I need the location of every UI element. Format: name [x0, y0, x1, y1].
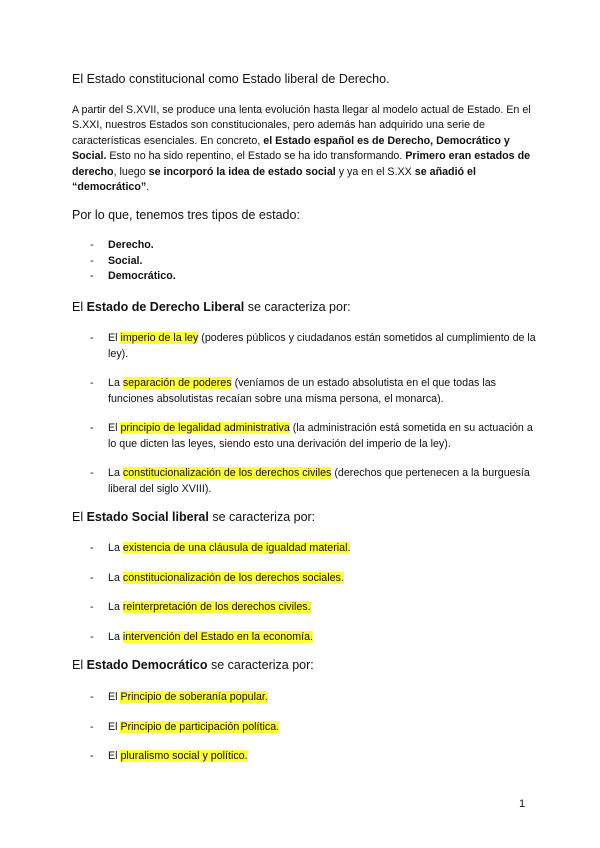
democratic-list — [90, 690, 540, 765]
liberal-list — [90, 331, 540, 497]
list-item: - El pluralismo social y político. — [90, 750, 248, 762]
intro-run: , luego — [113, 165, 149, 178]
intro-run-bold: Primero eran estados de derecho — [72, 150, 531, 178]
list-item: - El Principio de participación política. — [90, 720, 280, 733]
list-item: - El imperio de la ley (poderes públicos y ciudadanos están sometidos al cumplimiento de la ley). — [90, 332, 536, 360]
list-item: - La intervención del Estado en la economía. — [90, 630, 313, 643]
list-item: - La constitucionalización de los derechos sociales. — [90, 571, 344, 584]
types-list — [90, 238, 540, 285]
list-item: - La reinterpretación de los derechos civiles. — [90, 601, 311, 613]
types-heading: Por lo que, tenemos tres tipos de estado: — [72, 208, 300, 222]
document-title: El Estado constitucional como Estado liberal de Derecho. — [72, 72, 390, 86]
list-item: - Democrático. — [90, 270, 176, 282]
list-item: - La existencia de una cláusula de igualdad material. — [90, 542, 351, 554]
intro-run-bold: se incorporó la idea de estado social — [148, 165, 336, 178]
intro-paragraph — [72, 103, 542, 195]
democratic-heading: El Estado Democrático se caracteriza por: — [72, 658, 314, 672]
intro-run-bold: el Estado español es de Derecho, Democrático y Social. — [72, 134, 510, 163]
list-item: - La separación de poderes (veníamos de un estado absolutista en el que todas las funciones absolutistas recaían sobre una misma persona, el monarca). — [90, 377, 496, 405]
list-item: - El Principio de soberanía popular. — [90, 691, 268, 703]
social-heading: El Estado Social liberal se caracteriza por: — [72, 510, 316, 524]
list-item: - La constitucionalización de los derechos civiles (derechos que pertenecen a la burguesía liberal del siglo XVIII). — [90, 467, 530, 495]
intro-run: . — [146, 181, 150, 194]
intro-run: A partir del S.XVII, se produce una lenta evolución hasta llegar al modelo actual de Estado. En el S.XXI, nuestros Estados son constitucionales, pero además han adquirido una serie de características esenciales. En concreto, — [72, 104, 531, 147]
list-item: - Social. — [90, 254, 143, 267]
list-item: - El principio de legalidad administrativa (la administración está sometida en su actuación a lo que dicten las leyes, siendo esto una derivación del imperio de la ley). — [90, 422, 533, 450]
intro-run-bold: se añadió el “democrático” — [72, 165, 476, 194]
intro-run: Esto no ha sido repentino, el Estado se ha ido transformando. — [106, 150, 406, 163]
liberal-heading: El Estado de Derecho Liberal se caracteriza por: — [72, 300, 351, 314]
list-item: - Derecho. — [90, 239, 154, 251]
page-number: 1 — [519, 798, 526, 810]
social-list — [90, 541, 540, 645]
intro-run: y ya en el S.XX — [335, 165, 415, 178]
